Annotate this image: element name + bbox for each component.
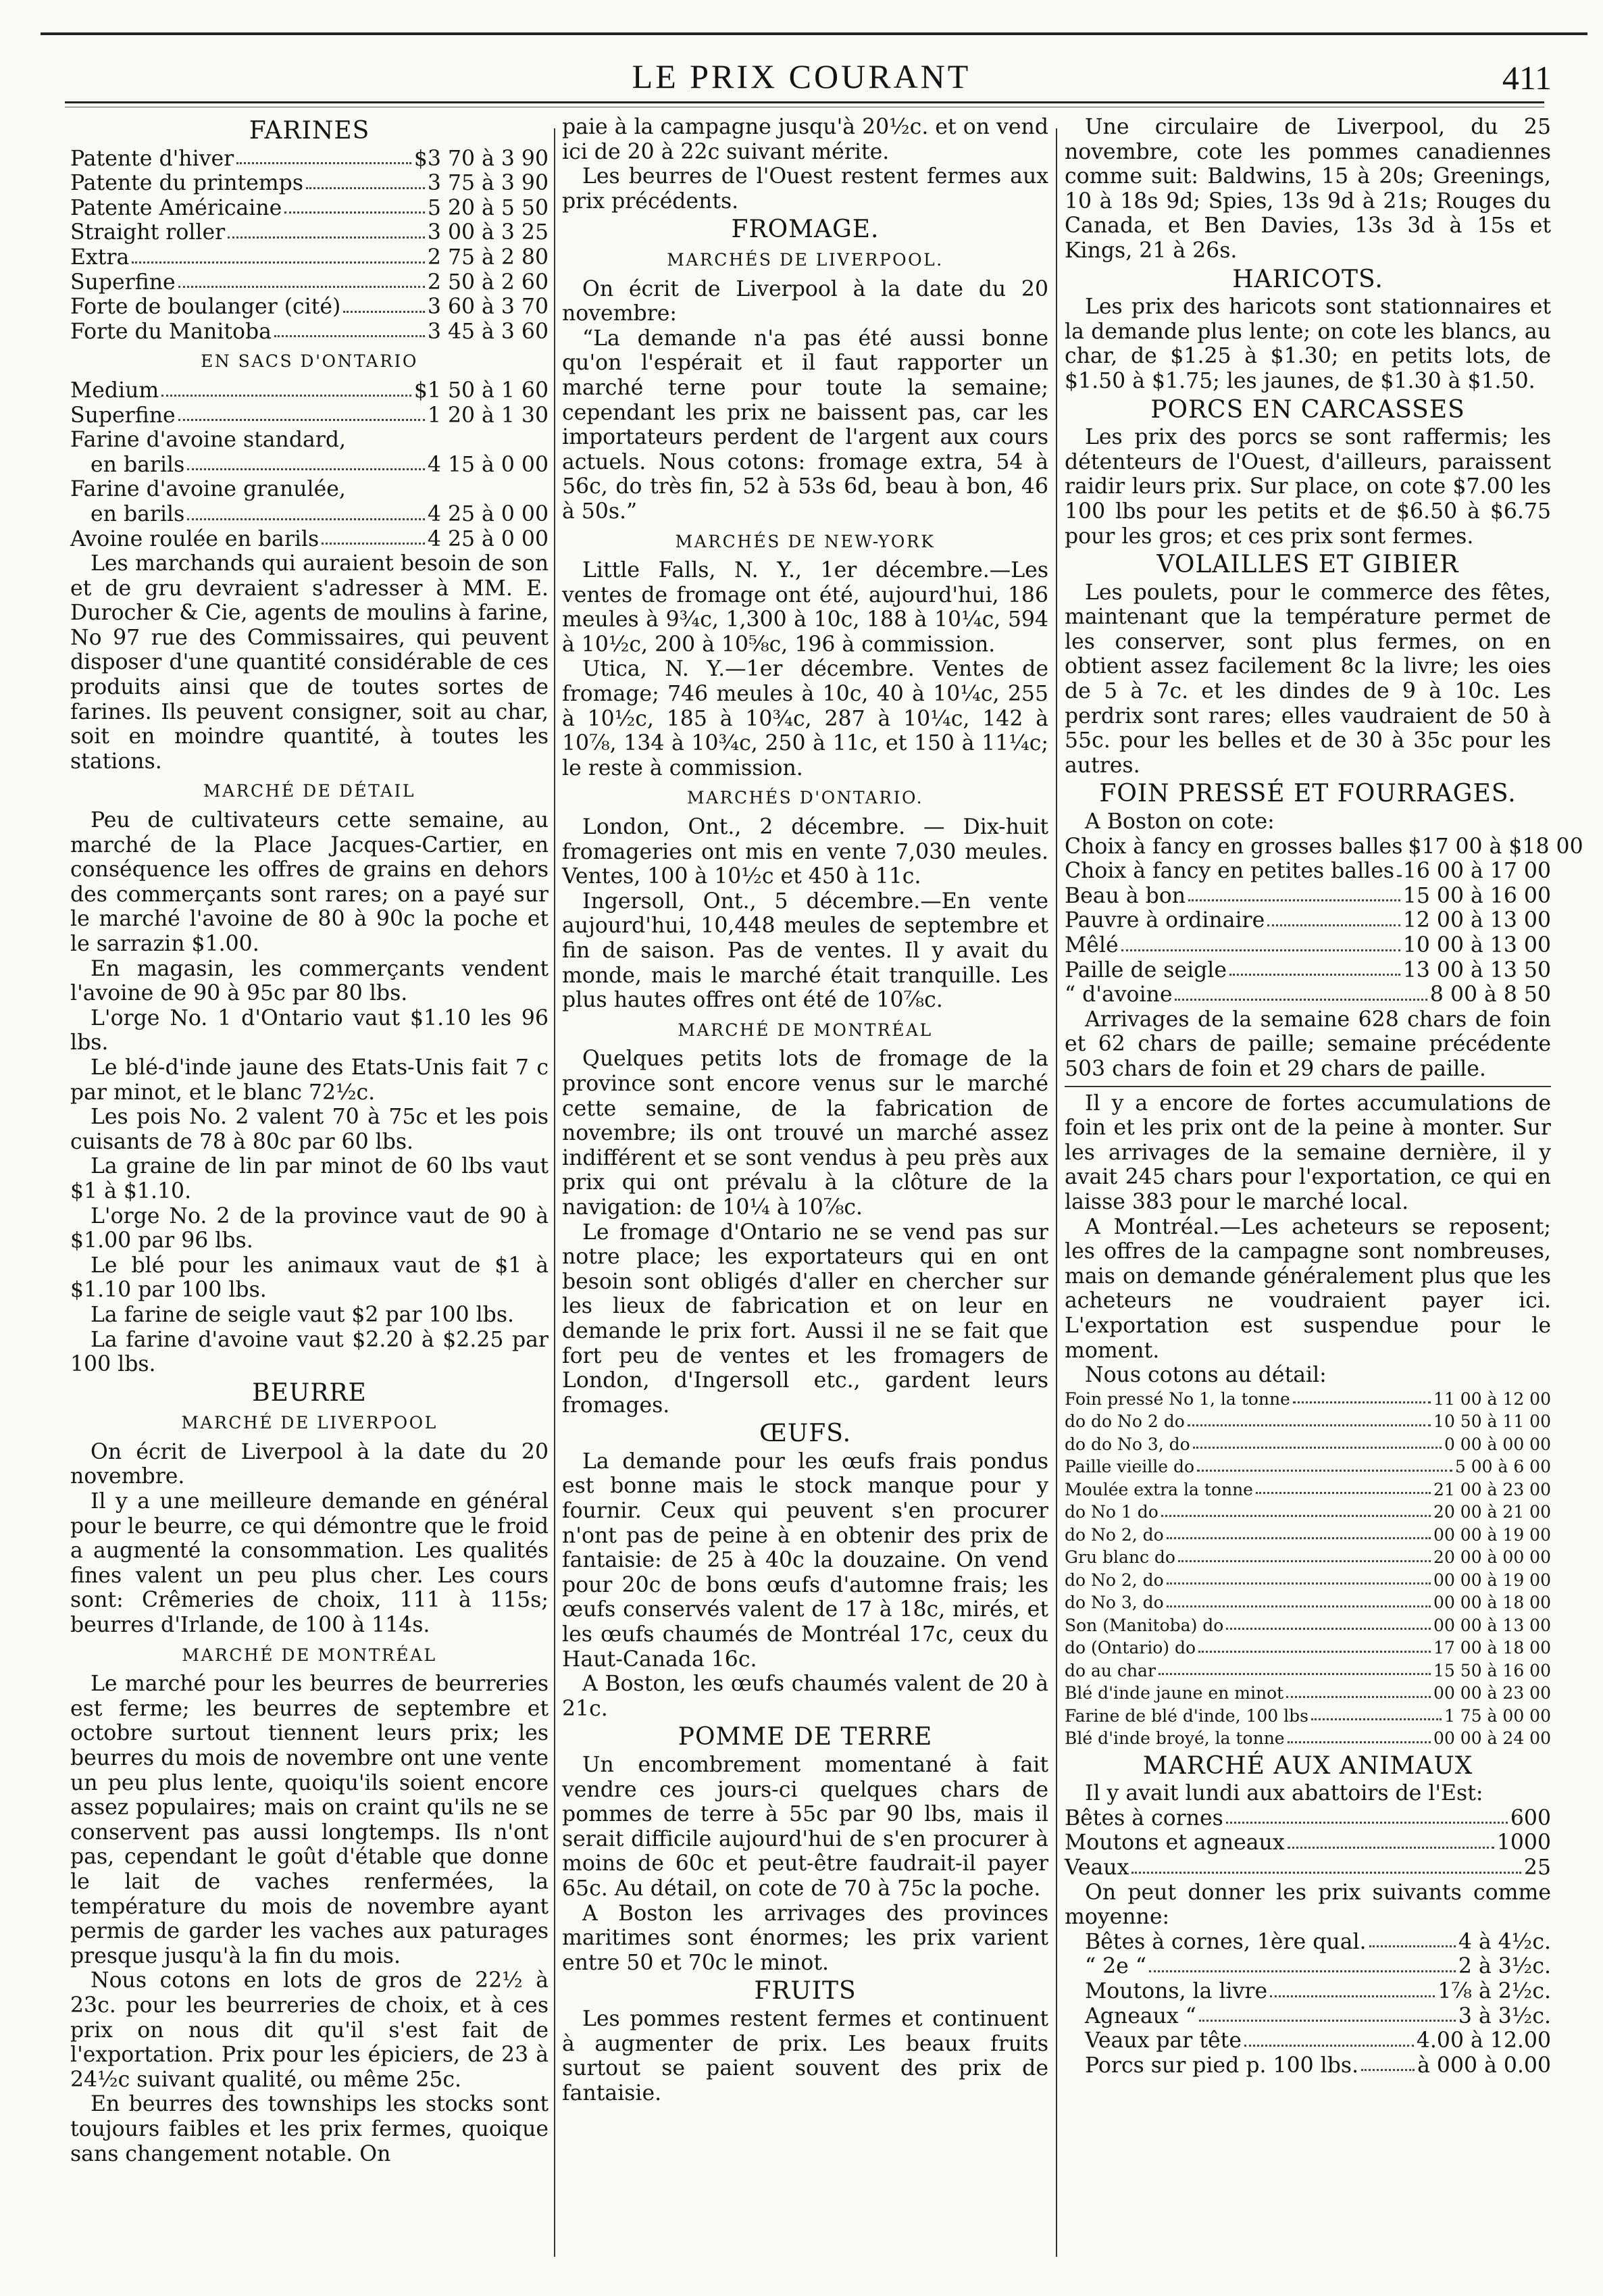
paragraph: London, Ont., 2 décembre. — Dix-huit fromageries ont mis en vente 7,030 meules. Ventes, 100 à 10½c et 450 à 11c. (562, 815, 1048, 889)
subsection-title-liverpool: MARCHÉ DE LIVERPOOL (181, 1413, 438, 1433)
price-row: Foin pressé No 1, la tonne 11 00 à 12 00 (1065, 1389, 1551, 1409)
price-row: Moutons et agneaux 1000 (1065, 1830, 1551, 1855)
paragraph: Le blé pour les animaux vaut de $1 à $1.10 par 100 lbs. (70, 1253, 549, 1303)
price-row: Bêtes à cornes 600 (1065, 1805, 1551, 1830)
paragraph: Le marché pour les beurres de beurreries est ferme; les beurres de septembre et octobre surtout tiennent leurs prix; les beurres du mois de novembre ont une vente un peu plus lente, quoiqu'ils soient encore assez populaires; mais on craint qu'ils ne se conservent pas aussi longtemps. Ils n'ont pas, cependant le goût d'étable que donne le lait de vaches renfermées, la température du mois de novembre ayant permis de garder les vaches aux paturages presque jusqu'à la fin du mois. (70, 1672, 549, 1968)
price-row: Superfine 1 20 à 1 30 (70, 403, 549, 428)
section-title-pomme: POMME DE TERRE (678, 1723, 933, 1751)
price-row: Patente Américaine 5 20 à 5 50 (70, 195, 549, 220)
page-title: LE PRIX COURANT (632, 57, 971, 95)
paragraph: La farine de seigle vaut $2 par 100 lbs. (91, 1302, 515, 1327)
rule (1065, 1086, 1551, 1087)
price-row: do do No 2 do 10 50 à 11 00 (1065, 1412, 1551, 1432)
subsection-title-newyork: MARCHÉS DE NEW-YORK (675, 531, 936, 551)
paragraph: A Montréal.—Les acheteurs se reposent; les offres de la campagne sont nombreuses, mais on demande généralement plus que les acheteurs ne voudraient payer ici. L'exportation est suspendue pour le moment. (1065, 1214, 1551, 1363)
paragraph: Peu de cultivateurs cette semaine, au marché de la Place Jacques-Cartier, en conséquence les offres de grains en dehors des commerçants sont rares; on a payé sur le marché l'avoine de 80 à 90c la poche et le sarrazin $1.00. (70, 808, 549, 956)
paragraph: On peut donner les prix suivants comme moyenne: (1065, 1880, 1551, 1930)
price-row: do (Ontario) do 17 00 à 18 00 (1065, 1638, 1551, 1658)
subsection-title-montreal: MARCHÉ DE MONTRÉAL (678, 1020, 933, 1040)
price-row: do do No 3, do 0 00 à 00 00 (1065, 1434, 1551, 1454)
paragraph: On écrit de Liverpool à la date du 20 novembre. (70, 1439, 549, 1489)
subsection-title-detail: MARCHÉ DE DÉTAIL (203, 781, 415, 801)
price-row: Mêlé 10 00 à 13 00 (1065, 933, 1551, 957)
price-row: “ d'avoine 8 00 à 8 50 (1065, 982, 1551, 1007)
price-row: Veaux 25 (1065, 1855, 1551, 1880)
price-row: Medium $1 50 à 1 60 (70, 378, 549, 403)
price-row: en barils 4 15 à 0 00 (91, 452, 549, 477)
price-row: Straight roller 3 00 à 3 25 (70, 220, 549, 245)
paragraph: Les beurres de l'Ouest restent fermes aux prix précédents. (562, 164, 1048, 214)
section-title-oeufs: ŒUFS. (759, 1420, 852, 1448)
section-title-animaux: MARCHÉ AUX ANIMAUX (1142, 1751, 1473, 1780)
paragraph: La farine d'avoine vaut $2.20 à $2.25 par 100 lbs. (70, 1327, 549, 1377)
paragraph: Les prix des porcs se sont raffermis; les détenteurs de l'Ouest, d'ailleurs, paraissent raidir leurs prix. Sur place, on cote $7.00 les 100 lbs pour les petits et de $6.50 à $6.75 pour les gros; et ces prix sont fermes. (1065, 425, 1551, 549)
paragraph: paie à la campagne jusqu'à 20½c. et on vend ici de 20 à 22c suivant mérite. (562, 115, 1048, 164)
column-divider-1 (554, 128, 555, 2257)
price-row: Farine de blé d'inde, 100 lbs 1 75 à 00 00 (1065, 1705, 1551, 1726)
section-title-fromage: FROMAGE. (731, 216, 880, 244)
paragraph: “La demande n'a pas été aussi bonne qu'on l'espérait et il faut rapporter un marché terne pour toute la semaine; cependant les prix ne baissent pas, car les importateurs perdent de l'argent aux cours actuels. Nous cotons: fromage extra, 54 à 56c, do très fin, 52 à 53s 6d, beau à bon, 46 à 50s.” (562, 326, 1048, 524)
section-title-porcs: PORCS EN CARCASSES (1150, 395, 1465, 424)
price-row: Forte du Manitoba 3 45 à 3 60 (70, 319, 549, 344)
paragraph: L'orge No. 2 de la province vaut de 90 à $1.00 par 96 lbs. (70, 1203, 549, 1253)
paragraph: A Boston on cote: (1085, 809, 1275, 834)
paragraph: En magasin, les commerçants vendent l'avoine de 90 à 95c par 80 lbs. (70, 956, 549, 1006)
column-3 (1065, 115, 1583, 2277)
paragraph: Le fromage d'Ontario ne se vend pas sur notre place; les exportateurs qui en ont besoin sont obligés d'aller en chercher sur les lieux de fabrication et on leur en demande le prix fort. Aussi il ne se fait que fort peu de ventes et les fromagers de London, d'Ingersoll etc., gardent leurs fromages. (562, 1220, 1048, 1418)
paragraph: Les pois No. 2 valent 70 à 75c et les pois cuisants de 78 à 80c par 60 lbs. (70, 1105, 549, 1154)
price-row: Choix à fancy en petites balles 16 00 à 17 00 (1065, 859, 1551, 884)
paragraph: Les pommes restent fermes et continuent à augmenter de prix. Les beaux fruits surtout se paient souvent des prix de fantaisie. (562, 2006, 1048, 2105)
column-1 (70, 115, 549, 2277)
price-row: Pauvre à ordinaire 12 00 à 13 00 (1065, 908, 1551, 933)
price-row: Forte de boulanger (cité) 3 60 à 3 70 (70, 295, 549, 320)
price-row: Patente du printemps 3 75 à 3 90 (70, 171, 549, 196)
paragraph: Un encombrement momentané à fait vendre ces jours-ci quelques chars de pommes de terre à 55c par 90 lbs, mais il serait difficile aujourd'hui de s'en procurer à moins de 60c et peut-être faudrait-il payer 65c. Au détail, on cote de 70 à 75c la poche. (562, 1753, 1048, 1901)
paragraph: Arrivages de la semaine 628 chars de foin et 62 chars de paille; semaine précédente 503 chars de foin et 29 chars de paille. (1065, 1007, 1551, 1081)
paragraph: Le blé-d'inde jaune des Etats-Unis fait 7 c par minot, et le blanc 72½c. (70, 1055, 549, 1105)
price-row: Avoine roulée en barils 4 25 à 0 00 (70, 526, 549, 551)
section-title-volailles: VOLAILLES ET GIBIER (1156, 551, 1459, 579)
price-row: en barils 4 25 à 0 00 (91, 501, 549, 526)
column-divider-2 (1056, 128, 1057, 2257)
paragraph: Il y a encore de fortes accumulations de foin et les prix ont de la peine à monter. Sur les arrivages de la semaine dernière, il y avait 245 chars pour l'exportation, ce qui en laisse 383 pour le marché local. (1065, 1091, 1551, 1214)
price-row: Gru blanc do 20 00 à 00 00 (1065, 1547, 1551, 1568)
price-label: Farine d'avoine granulée, (70, 477, 346, 502)
column-2 (562, 115, 1048, 2277)
section-title-farines: FARINES (249, 117, 370, 145)
price-row: Beau à bon 15 00 à 16 00 (1065, 883, 1551, 908)
page-header (0, 53, 1603, 107)
paragraph: Nous cotons en lots de gros de 22½ à 23c. pour les beurreries de choix, et à ces prix on nous dit qu'il s'est fait de l'exportation. Prix pour les épiciers, de 23 à 24½c suivant qualité, ou même 25c. (70, 1968, 549, 2092)
paragraph: Il y avait lundi aux abattoirs de l'Est: (1085, 1781, 1483, 1806)
price-row: “ 2e “ 2 à 3½c. (1085, 1954, 1551, 1979)
paragraph: Les poulets, pour le commerce des fêtes, maintenant que la température permet de les conserver, sont plus fermes, on en obtient assez facilement 8c la livre; les oies de 5 à 7c. et les dindes de 9 à 10c. Les perdrix sont rares; elles vaudraient de 50 à 55c. pour les belles et de 30 à 35c pour les autres. (1065, 580, 1551, 778)
paragraph: Nous cotons au détail: (1085, 1363, 1327, 1388)
paragraph: Il y a une meilleure demande en général pour le beurre, ce qui démontre que le froid a augmenté la consommation. Les qualités fines valent un peu plus cher. Les cours sont: Crêmeries de choix, 111 à 115s; beurres d'Irlande, de 100 à 114s. (70, 1489, 549, 1638)
price-row: Paille vieille do 5 00 à 6 00 (1065, 1457, 1551, 1477)
paragraph: Les marchands qui auraient besoin de son et de gru devraient s'adresser à MM. E. Durocher & Cie, agents de moulins à farine, No 97 rue des Commissaires, qui peuvent disposer d'une quantité considérable de ces produits ainsi que de toutes sortes de farines. Ils peuvent consigner, soit au char, soit en moindre quantité, à toutes les stations. (70, 551, 549, 774)
subsection-title-montreal: MARCHÉ DE MONTRÉAL (182, 1645, 437, 1665)
subsection-title-sacs: EN SACS D'ONTARIO (201, 351, 418, 372)
price-row: Bêtes à cornes, 1ère qual. 4 à 4½c. (1085, 1929, 1551, 1954)
price-row: do No 2, do 00 00 à 19 00 (1065, 1570, 1551, 1590)
section-title-beurre: BEURRE (252, 1378, 367, 1407)
paragraph: Ingersoll, Ont., 5 décembre.—En vente aujourd'hui, 10,448 meules de septembre et fin de saison. Pas de ventes. Il y avait du monde, mais le marché était tranquille. Les plus hautes offres ont été de 10⅞c. (562, 889, 1048, 1013)
price-row: Choix à fancy en grosses balles $17 00 à $18 00 (1065, 834, 1583, 859)
price-row: Moulée extra la tonne 21 00 à 23 00 (1065, 1479, 1551, 1499)
paragraph: Les prix des haricots sont stationnaires et la demande plus lente; on cote les blancs, au char, de $1.25 à $1.30; en petits lots, de $1.50 à $1.75; les jaunes, de $1.30 à $1.50. (1065, 295, 1551, 393)
price-row: Extra 2 75 à 2 80 (70, 245, 549, 270)
paragraph: Quelques petits lots de fromage de la province sont encore venus sur le marché cette semaine, de la fabrication de novembre; ils ont trouvé un marché assez indifférent et se sont vendus à peu près aux prix qui ont prévalu à la clôture de la navigation: de 10¼ à 10⅞c. (562, 1047, 1048, 1220)
paragraph: On écrit de Liverpool à la date du 20 novembre: (562, 276, 1048, 326)
subsection-title-ontario: MARCHÉS D'ONTARIO. (686, 788, 924, 808)
price-row: Paille de seigle 13 00 à 13 50 (1065, 957, 1551, 982)
page-number: 411 (1502, 59, 1552, 97)
price-row: Superfine 2 50 à 2 60 (70, 270, 549, 295)
paragraph: A Boston les arrivages des provinces maritimes sont énormes; les prix varient entre 50 et 70c le minot. (562, 1901, 1048, 1975)
farines-list (70, 147, 549, 345)
price-row: do No 1 do 20 00 à 21 00 (1065, 1502, 1551, 1522)
section-title-fruits: FRUITS (754, 1977, 857, 2005)
price-row: do No 2, do 00 00 à 19 00 (1065, 1524, 1551, 1545)
detail-price-list (1065, 1388, 1551, 1750)
price-row: Veaux par tête 4.00 à 12.00 (1085, 2028, 1551, 2053)
price-row: do au char 15 50 à 16 00 (1065, 1660, 1551, 1680)
section-title-haricots: HARICOTS. (1232, 265, 1383, 293)
price-row: Agneaux “ 3 à 3½c. (1085, 2003, 1551, 2028)
header-rule (65, 101, 1544, 103)
price-row: Blé d'inde broyé, la tonne 00 00 à 24 00 (1065, 1728, 1551, 1749)
price-row: do No 3, do 00 00 à 18 00 (1065, 1593, 1551, 1613)
price-row: Patente d'hiver $3 70 à 3 90 (70, 146, 549, 171)
price-row: Blé d'inde jaune en minot 00 00 à 23 00 (1065, 1683, 1551, 1703)
top-rule (41, 32, 1587, 35)
paragraph: L'orge No. 1 d'Ontario vaut $1.10 les 96 lbs. (70, 1005, 549, 1055)
paragraph: La demande pour les œufs frais pondus est bonne mais le stock manque pour y fournir. Ceux qui peuvent s'en procurer n'ont pas de peine à en obtenir des prix de fantaisie: de 25 à 40c la douzaine. On vend pour 20c de bons œufs d'automne frais; les œufs conservés valent de 17 à 18c, mirés, et les œufs chaumés de Montréal 17c, ceux du Haut-Canada 16c. (562, 1449, 1048, 1672)
paragraph: La graine de lin par minot de 60 lbs vaut $1 à $1.10. (70, 1154, 549, 1203)
paragraph: Une circulaire de Liverpool, du 25 novembre, cote les pommes canadiennes comme suit: Baldwins, 15 à 20s; Greenings, 10 à 18s 9d; Spies, 13s 9d à 21s; Rouges du Canada, et Ben Davies, 13s 3d à 15s et Kings, 21 à 26s. (1065, 115, 1551, 263)
price-label: Farine d'avoine standard, (70, 428, 347, 453)
section-title-foin: FOIN PRESSÉ ET FOURRAGES. (1099, 780, 1517, 808)
paragraph: Little Falls, N. Y., 1er décembre.—Les ventes de fromage ont été, aujourd'hui, 186 meules à 9¾c, 1,300 à 10c, 188 à 10¼c, 594 à 10½c, 200 à 10⅝c, 196 à commission. (562, 558, 1048, 657)
price-row: Son (Manitoba) do 00 00 à 13 00 (1065, 1615, 1551, 1635)
paragraph: Utica, N. Y.—1er décembre. Ventes de fromage; 746 meules à 10c, 40 à 10¼c, 255 à 10½c, 185 à 10¾c, 287 à 10¼c, 142 à 10⅞, 134 à 10¾c, 250 à 11c, et 150 à 11¼c; le reste à commission. (562, 657, 1048, 780)
paragraph: En beurres des townships les stocks sont toujours faibles et les prix fermes, quoique sans changement notable. On (70, 2092, 549, 2166)
price-row: Porcs sur pied p. 100 lbs. à 000 à 0.00 (1085, 2053, 1551, 2078)
subsection-title-liverpool: MARCHÉS DE LIVERPOOL. (667, 249, 944, 270)
paragraph: A Boston, les œufs chaumés valent de 20 à 21c. (562, 1672, 1048, 1721)
price-row: Moutons, la livre 1⅞ à 2½c. (1085, 1979, 1551, 2004)
